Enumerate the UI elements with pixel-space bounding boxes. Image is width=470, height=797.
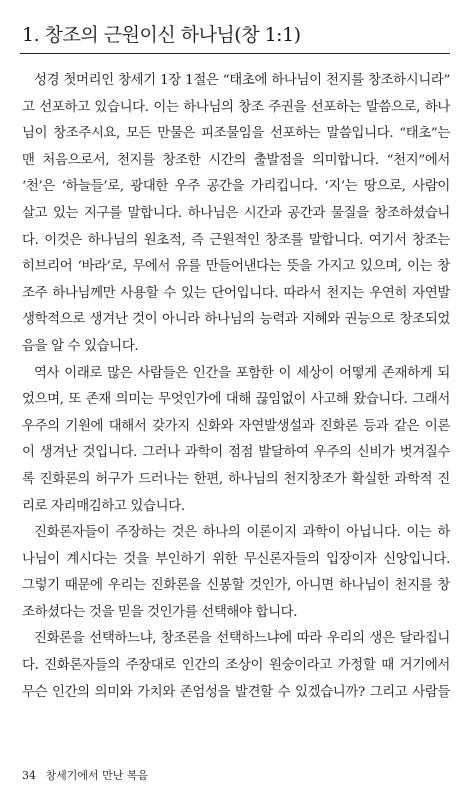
text-line: 음을 알 수 있습니다. bbox=[22, 338, 139, 354]
paragraph-1 bbox=[22, 68, 450, 361]
text-line: 다. 진화론자들의 주장대로 인간의 조상이 원숭이라고 가정할 때 거기에서 bbox=[22, 658, 450, 674]
page-number: 34 bbox=[22, 769, 36, 782]
text-line: 조하셨다는 것을 믿을 것인가를 선택해야 합니다. bbox=[22, 604, 298, 620]
chapter-title: 1. 창조의 근원이신 하나님(창 1:1) bbox=[22, 24, 301, 46]
text-line: 었으며, 또 존재 의미는 무엇인가에 대해 끊임없이 사고해 왔습니다. 그래서 bbox=[22, 392, 450, 408]
paragraph-3 bbox=[22, 520, 450, 626]
running-title: 창세기에서 만난 복음 bbox=[45, 769, 149, 782]
text-line: 진화론을 선택하느냐, 창조론을 선택하느냐에 따라 우리의 생은 달라집니 bbox=[34, 631, 450, 647]
text-line: 나님이 계시다는 것을 부인하기 위한 무신론자들의 입장이자 신앙입니다. bbox=[22, 551, 450, 567]
paragraph-2 bbox=[22, 361, 450, 521]
text-line: 히브리어 ‘바라’로, 무에서 유를 만들어낸다는 뜻을 가지고 있으며, 이는 창 bbox=[22, 259, 450, 275]
text-line: 님이 창조주시요, 모든 만물은 피조물임을 선포하는 말씀입니다. “태초”는 bbox=[22, 126, 450, 142]
text-line: 그렇기 때문에 우리는 진화론을 신봉할 것인가, 아니면 하나님이 천지를 창 bbox=[22, 578, 450, 594]
page-footer bbox=[22, 767, 148, 783]
text-line: 조주 하나님께만 사용할 수 있는 단어입니다. 따라서 천지는 우연히 자연발 bbox=[22, 285, 450, 301]
body-text bbox=[22, 68, 450, 706]
text-line: 무슨 인간의 의미와 가치와 존엄성을 발견할 수 있겠습니까? 그리고 사람들 bbox=[22, 684, 450, 700]
text-line: ‘천’은 ‘하늘들’로, 광대한 우주 공간을 가리킵니다. ‘지’는 땅으로, 사람이 bbox=[22, 179, 450, 195]
text-line: 리로 자리매김하고 있습니다. bbox=[22, 498, 185, 514]
text-line: 생학적으로 생겨난 것이 아니라 하나님의 능력과 지혜와 권능으로 창조되었 bbox=[22, 312, 450, 328]
text-line: 역사 이래로 많은 사람들은 인간을 포함한 이 세상이 어떻게 존재하게 되 bbox=[34, 365, 450, 381]
text-line: 록 진화론의 허구가 드러나는 한편, 하나님의 천지창조가 확실한 과학적 진 bbox=[22, 471, 450, 487]
text-line: 이 생겨난 것입니다. 그러나 과학이 점점 발달하여 우주의 신비가 벗겨질수 bbox=[22, 445, 450, 461]
text-line: 우주의 기원에 대해서 갖가지 신화와 자연발생설과 진화론 등과 같은 이론 bbox=[22, 418, 450, 434]
text-line: 고 선포하고 있습니다. 이는 하나님의 창조 주권을 선포하는 말씀으로, 하나 bbox=[22, 99, 450, 115]
paragraph-4 bbox=[22, 626, 450, 706]
text-line: 진화론자들이 주장하는 것은 하나의 이론이지 과학이 아닙니다. 이는 하 bbox=[34, 525, 450, 541]
title-divider bbox=[20, 53, 450, 54]
text-line: 성경 첫머리인 창세기 1장 1절은 “태초에 하나님이 천지를 창조하시니라” bbox=[34, 73, 450, 88]
text-line: 맨 처음으로서, 천지를 창조한 시간의 출발점을 의미합니다. “천지”에서 bbox=[22, 152, 450, 168]
text-line: 다. 이것은 하나님의 원초적, 즉 근원적인 창조를 말합니다. 여기서 창조는 bbox=[22, 232, 450, 248]
text-line: 살고 있는 지구를 말합니다. 하나님은 시간과 공간과 물질을 창조하셨습니 bbox=[22, 205, 450, 221]
